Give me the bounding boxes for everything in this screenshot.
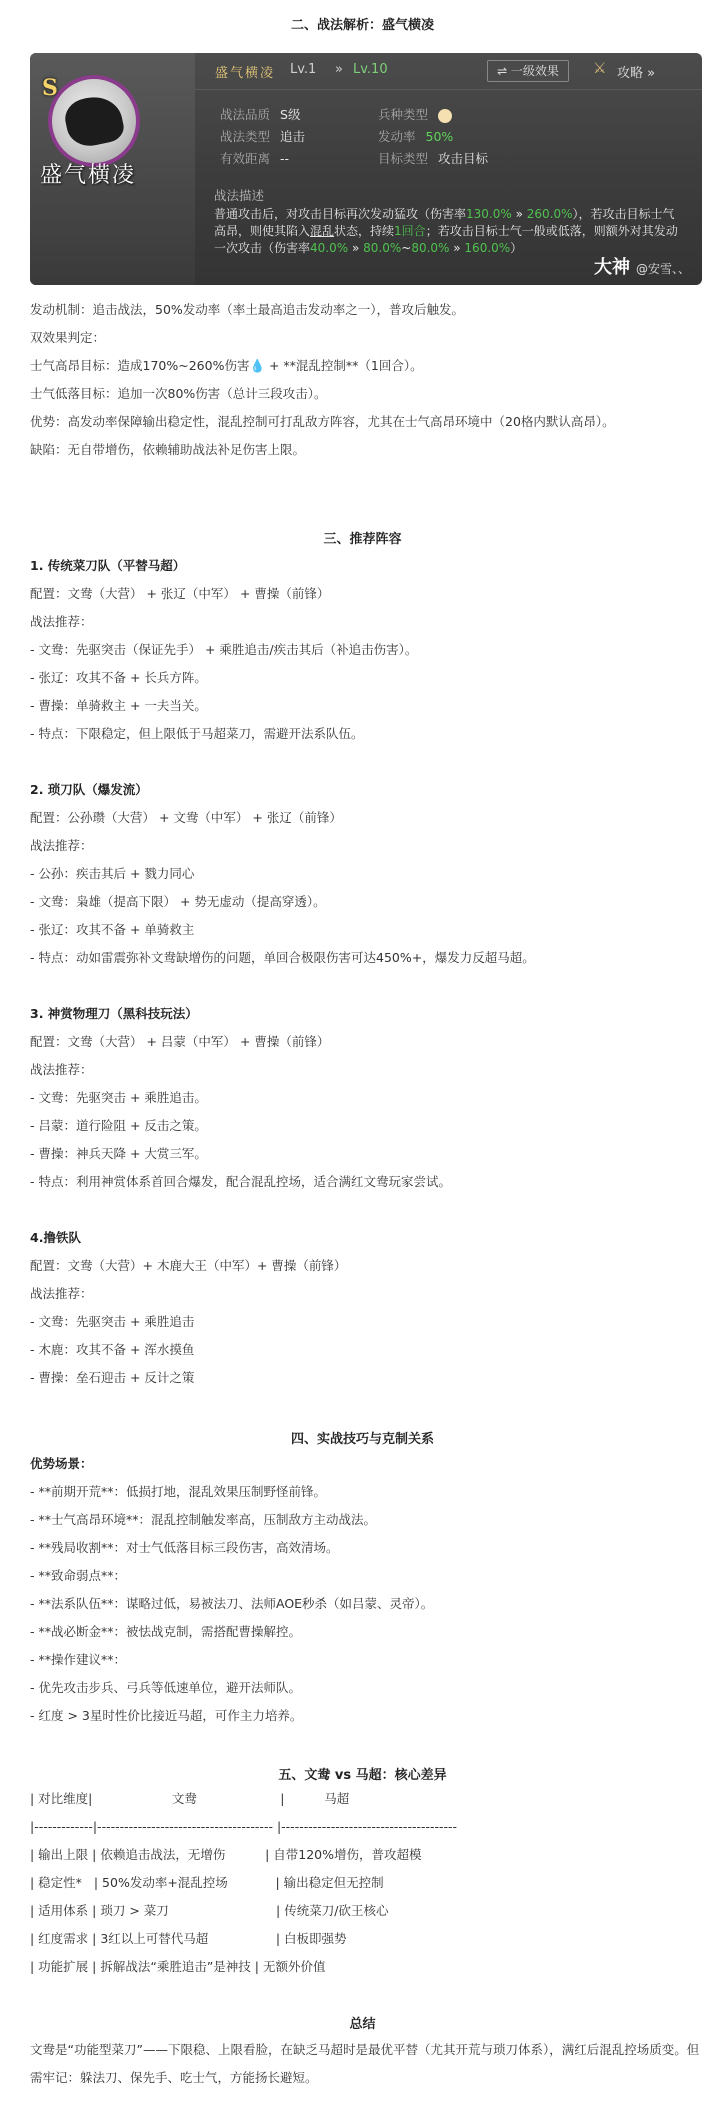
tip-item: - **前期开荒**：低损打地，混乱效果压制野怪前锋。 — [30, 1484, 326, 1499]
team-item: - 木鹿：攻其不备 + 浑水摸鱼 — [30, 1342, 195, 1357]
summary-text: 文鸯是“功能型菜刀”——下限稳、上限看脸，在缺乏马超时是最优平替（尤其开荒与琐刀体系），满红后混乱控场质变。但需牢记：躲法刀、保先手、吃士气，方能扬长避短。 — [30, 2042, 700, 2085]
mech-line: 双效果判定： — [30, 330, 106, 345]
team-rec-head: 战法推荐： — [30, 1062, 93, 1077]
attr-rate: 发动率 50% — [378, 129, 454, 144]
team-title: 4.撸铁队 — [30, 1230, 81, 1245]
grade-badge: S — [42, 75, 58, 101]
skill-name: 盛气横凌 — [215, 66, 276, 81]
tip-item: - **操作建议**： — [30, 1652, 126, 1667]
compare-row: |-------------|--------------------------------------- |--------------------------------------- — [30, 1819, 458, 1834]
attr-range: 有效距离 -- — [220, 151, 290, 166]
skill-portrait-panel — [30, 53, 195, 285]
compare-row: | 红度需求 | 3红以上可替代马超 | 白板即强势 — [30, 1931, 347, 1946]
tip-item: - **法系队伍**：谋略过低，易被法刀、法师AOE秒杀（如吕蒙、灵帝）。 — [30, 1596, 434, 1611]
team-item: - 曹操：单骑救主 + 一夫当关。 — [30, 698, 207, 713]
skill-card-header — [195, 53, 702, 90]
team-item: - 张辽：攻其不备 + 单骑救主 — [30, 922, 195, 937]
cavalry-icon — [438, 109, 452, 123]
team-item: - 文鸯：先驱突击 + 乘胜追击 — [30, 1314, 195, 1329]
team-config: 配置：文鸯（大营） + 张辽（中军） + 曹操（前锋） — [30, 586, 330, 601]
compare-table — [30, 1785, 710, 1981]
team-item: - 张辽：攻其不备 + 长兵方阵。 — [30, 670, 207, 685]
tip-item: - **战必断金**：被怯战克制，需搭配曹操解控。 — [30, 1624, 301, 1639]
attr-troop: 兵种类型 — [378, 105, 452, 123]
skill-description: 普通攻击后，对攻击目标再次发动猛攻（伤害率130.0% » 260.0%），若攻击目标士气高昂，则使其陷入混乱状态，持续1回合；若攻击目标士气一般或低落，则额外对其发动一次攻击（伤害率40.0% » 80.0%~80.0% » 160.0%） — [214, 207, 678, 255]
team-config: 配置：公孙瓒（大营） + 文鸯（中军） + 张辽（前锋） — [30, 810, 342, 825]
tips-block — [30, 1450, 710, 1730]
team-item: - 文鸯：枭雄（提高下限） + 势无虚动（提高穿透）。 — [30, 894, 326, 909]
summary-block — [30, 2036, 710, 2092]
compare-row: | 适用体系 | 琐刀 > 菜刀 | 传统菜刀/砍王核心 — [30, 1903, 389, 1918]
level-to: Lv.10 — [353, 62, 388, 77]
section-title-2: 二、战法解析：盛气横凌 — [290, 18, 434, 33]
tip-item: - **致命弱点**： — [30, 1568, 126, 1583]
section-title-4: 四、实战技巧与克制关系 — [290, 1432, 434, 1447]
team-item: - 吕蒙：道行险阻 + 反击之策。 — [30, 1118, 207, 1133]
compare-row: | 对比维度| 文鸯 | 马超 — [30, 1791, 350, 1806]
section-title-5: 五、文鸯 vs 马超：核心差异 — [278, 1768, 447, 1783]
summary-title: 总结 — [349, 2017, 376, 2032]
team-item: - 公孙：疾击其后 + 戮力同心 — [30, 866, 195, 881]
mech-line: 缺陷：无自带增伤，依赖辅助战法补足伤害上限。 — [30, 442, 306, 457]
team-item: - 特点：利用神赏体系首回合爆发，配合混乱控场，适合满红文鸯玩家尝试。 — [30, 1174, 451, 1189]
tips-heading: 优势场景： — [30, 1456, 93, 1471]
compare-row: | 稳定性* | 50%发动率+混乱控场 | 输出稳定但无控制 — [30, 1875, 384, 1890]
attr-quality: 战法品质 S级 — [220, 107, 301, 122]
compare-row: | 功能扩展 | 拆解战法“乘胜追击”是神技 | 无额外价值 — [30, 1959, 326, 1974]
attack-guide-icon[interactable]: ⚔ — [593, 59, 607, 77]
watermark: 大神 @安雪、、 — [593, 257, 690, 278]
tip-item: - **残局收割**：对士气低落目标三段伤害，高效清场。 — [30, 1540, 339, 1555]
team-title: 2. 琐刀队（爆发流） — [30, 782, 148, 797]
team-item: - 文鸯：先驱突击 + 乘胜追击。 — [30, 1090, 207, 1105]
teams-block — [30, 552, 710, 1392]
team-item: - 曹操：垒石迎击 + 反计之策 — [30, 1370, 195, 1385]
team-config: 配置：文鸯（大营）+ 木鹿大王（中军）+ 曹操（前锋） — [30, 1258, 347, 1273]
tip-item: - 优先攻击步兵、弓兵等低速单位，避开法师队。 — [30, 1680, 301, 1695]
mech-line: 士气高昂目标：造成170%~260%伤害💧 + **混乱控制**（1回合）。 — [30, 358, 423, 373]
article-body — [30, 296, 710, 464]
team-title: 3. 神赏物理刀（黑科技玩法） — [30, 1006, 198, 1021]
mech-line: 发动机制：追击战法，50%发动率（率土最高追击发动率之一），普攻后触发。 — [30, 302, 465, 317]
skill-big-name: 盛气横凌 — [40, 163, 137, 188]
warrior-figure-icon — [62, 92, 127, 151]
section-title-3: 三、推荐阵容 — [323, 532, 402, 547]
level-from: Lv.1 — [290, 62, 317, 77]
tip-item: - **士气高昂环境**：混乱控制触发率高，压制敌方主动战法。 — [30, 1512, 376, 1527]
team-title: 1. 传统菜刀队（平替马超） — [30, 558, 186, 573]
team-item: - 文鸯：先驱突击（保证先手） + 乘胜追击/疾击其后（补追击伤害）。 — [30, 642, 418, 657]
attr-type: 战法类型 追击 — [220, 129, 306, 144]
effect-level-button[interactable]: ⇌ 一级效果 — [487, 60, 569, 82]
level-arrow-icon: » — [335, 62, 343, 77]
tip-item: - 红度 > 3星时性价比接近马超，可作主力培养。 — [30, 1708, 303, 1723]
attr-target: 目标类型 攻击目标 — [378, 151, 489, 166]
team-item: - 特点：下限稳定，但上限低于马超菜刀，需避开法系队伍。 — [30, 726, 364, 741]
team-rec-head: 战法推荐： — [30, 1286, 93, 1301]
compare-row: | 输出上限 | 依赖追击战法，无增伤 | 自带120%增伤，普攻超模 — [30, 1847, 422, 1862]
team-item: - 曹操：神兵天降 + 大赏三军。 — [30, 1146, 207, 1161]
team-rec-head: 战法推荐： — [30, 838, 93, 853]
attack-guide-link[interactable]: 攻略 » — [617, 66, 656, 81]
team-item: - 特点：动如雷震弥补文鸯缺增伤的问题，单回合极限伤害可达450%+，爆发力反超马超。 — [30, 950, 535, 965]
mech-line: 优势：高发动率保障输出稳定性，混乱控制可打乱敌方阵容，尤其在士气高昂环境中（20格内默认高昂）。 — [30, 414, 615, 429]
team-config: 配置：文鸯（大营） + 吕蒙（中军） + 曹操（前锋） — [30, 1034, 330, 1049]
skill-card — [30, 53, 702, 285]
skill-desc-heading: 战法描述 — [214, 188, 265, 203]
mech-line: 士气低落目标：追加一次80%伤害（总计三段攻击）。 — [30, 386, 327, 401]
team-rec-head: 战法推荐： — [30, 614, 93, 629]
